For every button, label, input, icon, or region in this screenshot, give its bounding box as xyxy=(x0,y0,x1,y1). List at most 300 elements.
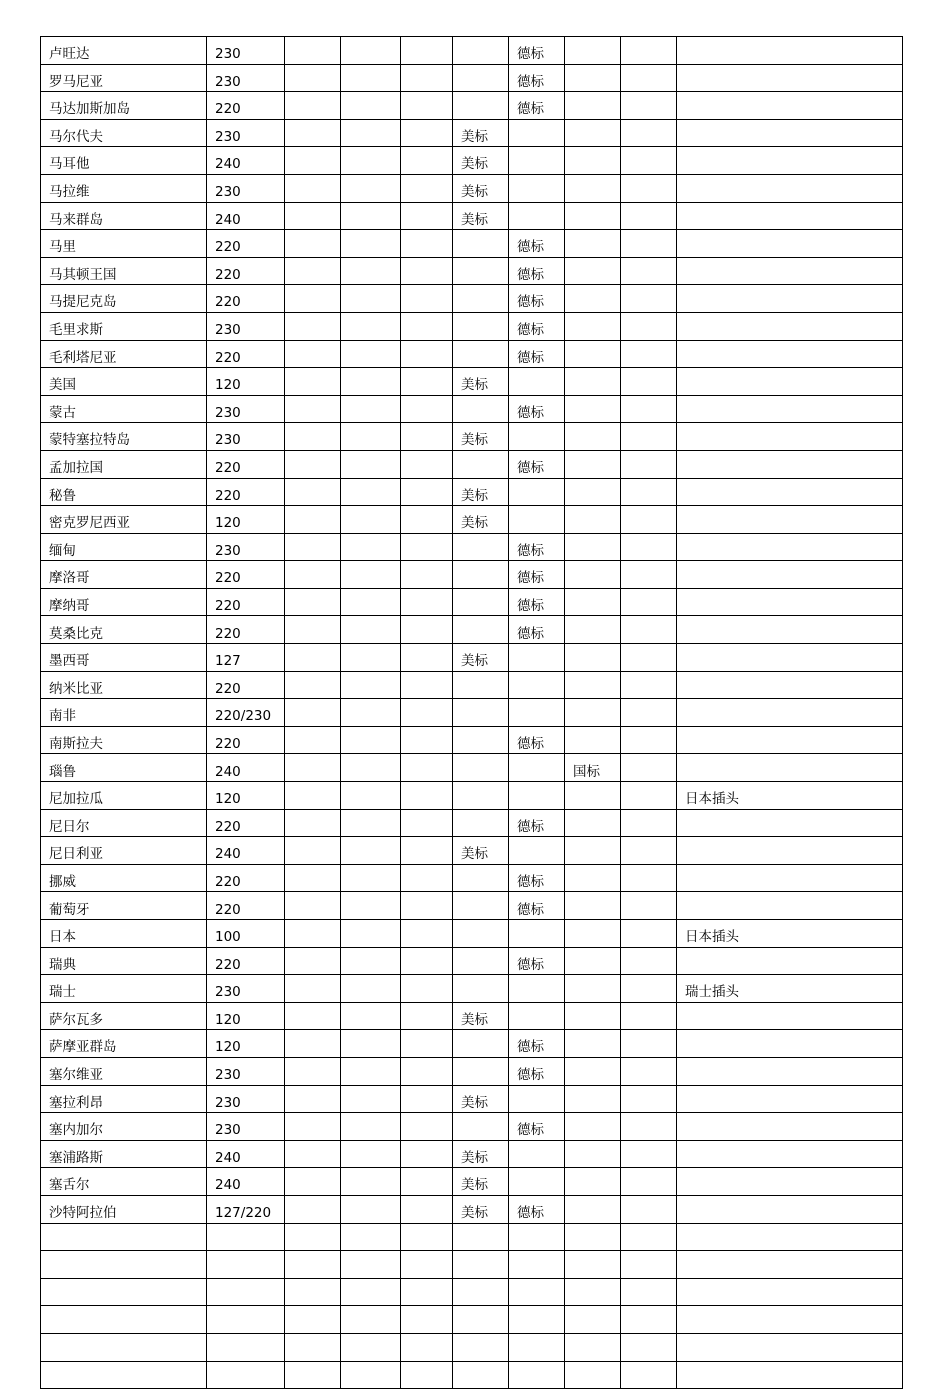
national-plug-cell xyxy=(565,864,621,892)
country-cell: 萨尔瓦多 xyxy=(41,1002,207,1030)
col5-cell xyxy=(401,230,453,258)
col5-cell xyxy=(401,699,453,727)
col3-cell xyxy=(285,174,341,202)
col4-cell xyxy=(341,1057,401,1085)
col3-cell xyxy=(285,1030,341,1058)
us-plug-cell: 美标 xyxy=(453,478,509,506)
voltage-cell: 120 xyxy=(207,368,285,396)
national-plug-cell xyxy=(565,423,621,451)
us-plug-cell xyxy=(453,1251,509,1279)
table-row xyxy=(41,1002,903,1030)
col9-cell xyxy=(621,837,677,865)
national-plug-cell xyxy=(565,506,621,534)
country-cell: 密克罗尼西亚 xyxy=(41,506,207,534)
note-cell xyxy=(677,1361,903,1389)
voltage-cell: 220 xyxy=(207,561,285,589)
col9-cell xyxy=(621,174,677,202)
note-cell xyxy=(677,202,903,230)
note-cell xyxy=(677,368,903,396)
col5-cell xyxy=(401,478,453,506)
us-plug-cell: 美标 xyxy=(453,1140,509,1168)
note-cell xyxy=(677,1306,903,1334)
voltage-cell: 220 xyxy=(207,340,285,368)
voltage-cell: 230 xyxy=(207,975,285,1003)
col4-cell xyxy=(341,64,401,92)
col9-cell xyxy=(621,119,677,147)
col9-cell xyxy=(621,561,677,589)
col4-cell xyxy=(341,1278,401,1306)
country-cell: 南非 xyxy=(41,699,207,727)
col5-cell xyxy=(401,1140,453,1168)
german-plug-cell xyxy=(509,1002,565,1030)
national-plug-cell xyxy=(565,1113,621,1141)
col4-cell xyxy=(341,174,401,202)
col3-cell xyxy=(285,1140,341,1168)
voltage-cell xyxy=(207,1306,285,1334)
col3-cell xyxy=(285,37,341,65)
note-cell xyxy=(677,892,903,920)
col9-cell xyxy=(621,1113,677,1141)
col4-cell xyxy=(341,1168,401,1196)
country-cell xyxy=(41,1251,207,1279)
us-plug-cell xyxy=(453,340,509,368)
col5-cell xyxy=(401,202,453,230)
table-row xyxy=(41,64,903,92)
national-plug-cell xyxy=(565,257,621,285)
col9-cell xyxy=(621,1057,677,1085)
note-cell xyxy=(677,1333,903,1361)
national-plug-cell xyxy=(565,1057,621,1085)
col9-cell xyxy=(621,975,677,1003)
voltage-cell: 120 xyxy=(207,1030,285,1058)
country-cell: 南斯拉夫 xyxy=(41,726,207,754)
table-row xyxy=(41,119,903,147)
col9-cell xyxy=(621,340,677,368)
german-plug-cell: 德标 xyxy=(509,533,565,561)
col9-cell xyxy=(621,1195,677,1223)
col5-cell xyxy=(401,423,453,451)
col9-cell xyxy=(621,312,677,340)
country-cell: 马其顿王国 xyxy=(41,257,207,285)
col5-cell xyxy=(401,64,453,92)
country-cell: 马提尼克岛 xyxy=(41,285,207,313)
table-row xyxy=(41,92,903,120)
voltage-cell: 220 xyxy=(207,726,285,754)
german-plug-cell xyxy=(509,1333,565,1361)
col4-cell xyxy=(341,782,401,810)
col4-cell xyxy=(341,726,401,754)
table-row xyxy=(41,561,903,589)
col9-cell xyxy=(621,754,677,782)
country-cell: 沙特阿拉伯 xyxy=(41,1195,207,1223)
country-cell: 纳米比亚 xyxy=(41,671,207,699)
col3-cell xyxy=(285,1168,341,1196)
col5-cell xyxy=(401,37,453,65)
col5-cell xyxy=(401,533,453,561)
table-row xyxy=(41,1057,903,1085)
table-row xyxy=(41,699,903,727)
german-plug-cell: 德标 xyxy=(509,1195,565,1223)
national-plug-cell xyxy=(565,1306,621,1334)
country-cell xyxy=(41,1361,207,1389)
table-row xyxy=(41,450,903,478)
voltage-cell: 220 xyxy=(207,285,285,313)
col5-cell xyxy=(401,285,453,313)
german-plug-cell xyxy=(509,506,565,534)
col5-cell xyxy=(401,782,453,810)
col3-cell xyxy=(285,368,341,396)
col9-cell xyxy=(621,1361,677,1389)
col9-cell xyxy=(621,1251,677,1279)
voltage-cell: 120 xyxy=(207,506,285,534)
col5-cell xyxy=(401,506,453,534)
national-plug-cell xyxy=(565,368,621,396)
col3-cell xyxy=(285,257,341,285)
col3-cell xyxy=(285,588,341,616)
german-plug-cell xyxy=(509,119,565,147)
voltage-cell: 230 xyxy=(207,1085,285,1113)
voltage-cell: 230 xyxy=(207,1113,285,1141)
col5-cell xyxy=(401,368,453,396)
national-plug-cell xyxy=(565,1278,621,1306)
col5-cell xyxy=(401,644,453,672)
country-cell xyxy=(41,1306,207,1334)
national-plug-cell xyxy=(565,1140,621,1168)
col9-cell xyxy=(621,892,677,920)
us-plug-cell xyxy=(453,699,509,727)
note-cell xyxy=(677,864,903,892)
country-cell: 摩纳哥 xyxy=(41,588,207,616)
table-row xyxy=(41,37,903,65)
col3-cell xyxy=(285,1361,341,1389)
german-plug-cell xyxy=(509,920,565,948)
note-cell xyxy=(677,1168,903,1196)
national-plug-cell xyxy=(565,699,621,727)
german-plug-cell: 德标 xyxy=(509,312,565,340)
german-plug-cell xyxy=(509,671,565,699)
note-cell xyxy=(677,1251,903,1279)
col4-cell xyxy=(341,202,401,230)
german-plug-cell: 德标 xyxy=(509,947,565,975)
table-row xyxy=(41,257,903,285)
col5-cell xyxy=(401,1278,453,1306)
col3-cell xyxy=(285,119,341,147)
col3-cell xyxy=(285,671,341,699)
col3-cell xyxy=(285,616,341,644)
note-cell xyxy=(677,1057,903,1085)
voltage-plug-table xyxy=(40,36,903,1389)
country-cell: 摩洛哥 xyxy=(41,561,207,589)
country-cell: 马达加斯加岛 xyxy=(41,92,207,120)
us-plug-cell xyxy=(453,947,509,975)
col3-cell xyxy=(285,726,341,754)
col4-cell xyxy=(341,450,401,478)
voltage-cell: 220 xyxy=(207,257,285,285)
table-row xyxy=(41,754,903,782)
us-plug-cell xyxy=(453,1333,509,1361)
voltage-cell: 127 xyxy=(207,644,285,672)
national-plug-cell xyxy=(565,1030,621,1058)
german-plug-cell: 德标 xyxy=(509,726,565,754)
german-plug-cell xyxy=(509,423,565,451)
german-plug-cell xyxy=(509,754,565,782)
country-cell: 墨西哥 xyxy=(41,644,207,672)
note-cell xyxy=(677,1113,903,1141)
note-cell: 瑞士插头 xyxy=(677,975,903,1003)
voltage-cell: 240 xyxy=(207,202,285,230)
us-plug-cell xyxy=(453,1113,509,1141)
national-plug-cell xyxy=(565,340,621,368)
table-row xyxy=(41,864,903,892)
col9-cell xyxy=(621,368,677,396)
note-cell xyxy=(677,450,903,478)
us-plug-cell xyxy=(453,1030,509,1058)
us-plug-cell: 美标 xyxy=(453,423,509,451)
note-cell xyxy=(677,561,903,589)
note-cell xyxy=(677,699,903,727)
col3-cell xyxy=(285,147,341,175)
national-plug-cell xyxy=(565,1333,621,1361)
us-plug-cell xyxy=(453,1361,509,1389)
col9-cell xyxy=(621,450,677,478)
col4-cell xyxy=(341,1361,401,1389)
note-cell xyxy=(677,147,903,175)
col3-cell xyxy=(285,1223,341,1251)
col4-cell xyxy=(341,423,401,451)
country-cell: 瑙鲁 xyxy=(41,754,207,782)
national-plug-cell xyxy=(565,64,621,92)
voltage-cell: 230 xyxy=(207,64,285,92)
col4-cell xyxy=(341,147,401,175)
table-row xyxy=(41,202,903,230)
col9-cell xyxy=(621,533,677,561)
col3-cell xyxy=(285,1278,341,1306)
national-plug-cell xyxy=(565,230,621,258)
country-cell: 尼日尔 xyxy=(41,809,207,837)
national-plug-cell xyxy=(565,202,621,230)
voltage-cell xyxy=(207,1333,285,1361)
col4-cell xyxy=(341,1306,401,1334)
col4-cell xyxy=(341,1140,401,1168)
col9-cell xyxy=(621,1278,677,1306)
voltage-cell: 220 xyxy=(207,809,285,837)
table-row xyxy=(41,809,903,837)
national-plug-cell xyxy=(565,947,621,975)
voltage-cell: 220 xyxy=(207,616,285,644)
col3-cell xyxy=(285,947,341,975)
us-plug-cell xyxy=(453,726,509,754)
table-row xyxy=(41,147,903,175)
col4-cell xyxy=(341,920,401,948)
voltage-cell: 230 xyxy=(207,533,285,561)
national-plug-cell xyxy=(565,450,621,478)
note-cell xyxy=(677,1278,903,1306)
us-plug-cell xyxy=(453,588,509,616)
us-plug-cell xyxy=(453,395,509,423)
german-plug-cell xyxy=(509,368,565,396)
us-plug-cell: 美标 xyxy=(453,1195,509,1223)
country-cell: 塞舌尔 xyxy=(41,1168,207,1196)
col4-cell xyxy=(341,37,401,65)
us-plug-cell: 美标 xyxy=(453,1002,509,1030)
col3-cell xyxy=(285,92,341,120)
german-plug-cell xyxy=(509,644,565,672)
german-plug-cell xyxy=(509,1085,565,1113)
voltage-cell: 220 xyxy=(207,450,285,478)
voltage-cell: 230 xyxy=(207,395,285,423)
col4-cell xyxy=(341,892,401,920)
col5-cell xyxy=(401,1333,453,1361)
col5-cell xyxy=(401,947,453,975)
col4-cell xyxy=(341,368,401,396)
us-plug-cell xyxy=(453,37,509,65)
note-cell xyxy=(677,174,903,202)
col9-cell xyxy=(621,644,677,672)
col3-cell xyxy=(285,809,341,837)
col4-cell xyxy=(341,312,401,340)
table-row xyxy=(41,1030,903,1058)
note-cell xyxy=(677,671,903,699)
col5-cell xyxy=(401,837,453,865)
note-cell xyxy=(677,1085,903,1113)
us-plug-cell: 美标 xyxy=(453,1168,509,1196)
col4-cell xyxy=(341,230,401,258)
table-row xyxy=(41,1113,903,1141)
voltage-cell: 220 xyxy=(207,92,285,120)
table-row xyxy=(41,616,903,644)
national-plug-cell: 国标 xyxy=(565,754,621,782)
us-plug-cell xyxy=(453,864,509,892)
country-cell: 塞浦路斯 xyxy=(41,1140,207,1168)
note-cell xyxy=(677,616,903,644)
german-plug-cell: 德标 xyxy=(509,809,565,837)
table-row xyxy=(41,1306,903,1334)
table-row xyxy=(41,1223,903,1251)
col3-cell xyxy=(285,837,341,865)
col4-cell xyxy=(341,1002,401,1030)
col9-cell xyxy=(621,64,677,92)
col4-cell xyxy=(341,1333,401,1361)
voltage-cell: 220 xyxy=(207,671,285,699)
us-plug-cell xyxy=(453,920,509,948)
col5-cell xyxy=(401,257,453,285)
national-plug-cell xyxy=(565,671,621,699)
col3-cell xyxy=(285,533,341,561)
col4-cell xyxy=(341,478,401,506)
country-cell: 秘鲁 xyxy=(41,478,207,506)
col4-cell xyxy=(341,1251,401,1279)
us-plug-cell xyxy=(453,1057,509,1085)
table-row xyxy=(41,588,903,616)
german-plug-cell: 德标 xyxy=(509,230,565,258)
table-body xyxy=(41,37,903,1389)
col3-cell xyxy=(285,202,341,230)
table-row xyxy=(41,726,903,754)
german-plug-cell: 德标 xyxy=(509,395,565,423)
german-plug-cell xyxy=(509,699,565,727)
col4-cell xyxy=(341,257,401,285)
col4-cell xyxy=(341,1085,401,1113)
table-row xyxy=(41,1195,903,1223)
col5-cell xyxy=(401,92,453,120)
col3-cell xyxy=(285,340,341,368)
table-row xyxy=(41,892,903,920)
voltage-cell: 220 xyxy=(207,864,285,892)
table-row xyxy=(41,340,903,368)
col4-cell xyxy=(341,699,401,727)
note-cell xyxy=(677,1140,903,1168)
voltage-cell: 240 xyxy=(207,147,285,175)
col4-cell xyxy=(341,285,401,313)
note-cell: 日本插头 xyxy=(677,782,903,810)
col9-cell xyxy=(621,1306,677,1334)
col5-cell xyxy=(401,1085,453,1113)
note-cell xyxy=(677,230,903,258)
us-plug-cell xyxy=(453,285,509,313)
country-cell: 日本 xyxy=(41,920,207,948)
voltage-cell: 220 xyxy=(207,588,285,616)
us-plug-cell: 美标 xyxy=(453,174,509,202)
note-cell xyxy=(677,533,903,561)
country-cell: 尼日利亚 xyxy=(41,837,207,865)
col5-cell xyxy=(401,1057,453,1085)
german-plug-cell xyxy=(509,1168,565,1196)
german-plug-cell xyxy=(509,975,565,1003)
col4-cell xyxy=(341,947,401,975)
col9-cell xyxy=(621,285,677,313)
country-cell: 塞内加尔 xyxy=(41,1113,207,1141)
note-cell xyxy=(677,947,903,975)
us-plug-cell: 美标 xyxy=(453,202,509,230)
col3-cell xyxy=(285,312,341,340)
note-cell xyxy=(677,423,903,451)
col9-cell xyxy=(621,257,677,285)
country-cell: 罗马尼亚 xyxy=(41,64,207,92)
national-plug-cell xyxy=(565,478,621,506)
col4-cell xyxy=(341,506,401,534)
country-cell xyxy=(41,1278,207,1306)
table-row xyxy=(41,1140,903,1168)
col9-cell xyxy=(621,92,677,120)
col5-cell xyxy=(401,561,453,589)
col3-cell xyxy=(285,1113,341,1141)
note-cell xyxy=(677,257,903,285)
col4-cell xyxy=(341,809,401,837)
national-plug-cell xyxy=(565,892,621,920)
german-plug-cell xyxy=(509,478,565,506)
col9-cell xyxy=(621,1333,677,1361)
col4-cell xyxy=(341,671,401,699)
us-plug-cell xyxy=(453,616,509,644)
voltage-cell: 240 xyxy=(207,1140,285,1168)
col9-cell xyxy=(621,1085,677,1113)
col5-cell xyxy=(401,1168,453,1196)
country-cell xyxy=(41,1333,207,1361)
country-cell: 瑞典 xyxy=(41,947,207,975)
col5-cell xyxy=(401,864,453,892)
col4-cell xyxy=(341,340,401,368)
us-plug-cell xyxy=(453,92,509,120)
table-row xyxy=(41,837,903,865)
col5-cell xyxy=(401,1251,453,1279)
col9-cell xyxy=(621,588,677,616)
note-cell xyxy=(677,312,903,340)
national-plug-cell xyxy=(565,92,621,120)
table-row xyxy=(41,395,903,423)
note-cell xyxy=(677,1030,903,1058)
col4-cell xyxy=(341,92,401,120)
country-cell: 卢旺达 xyxy=(41,37,207,65)
